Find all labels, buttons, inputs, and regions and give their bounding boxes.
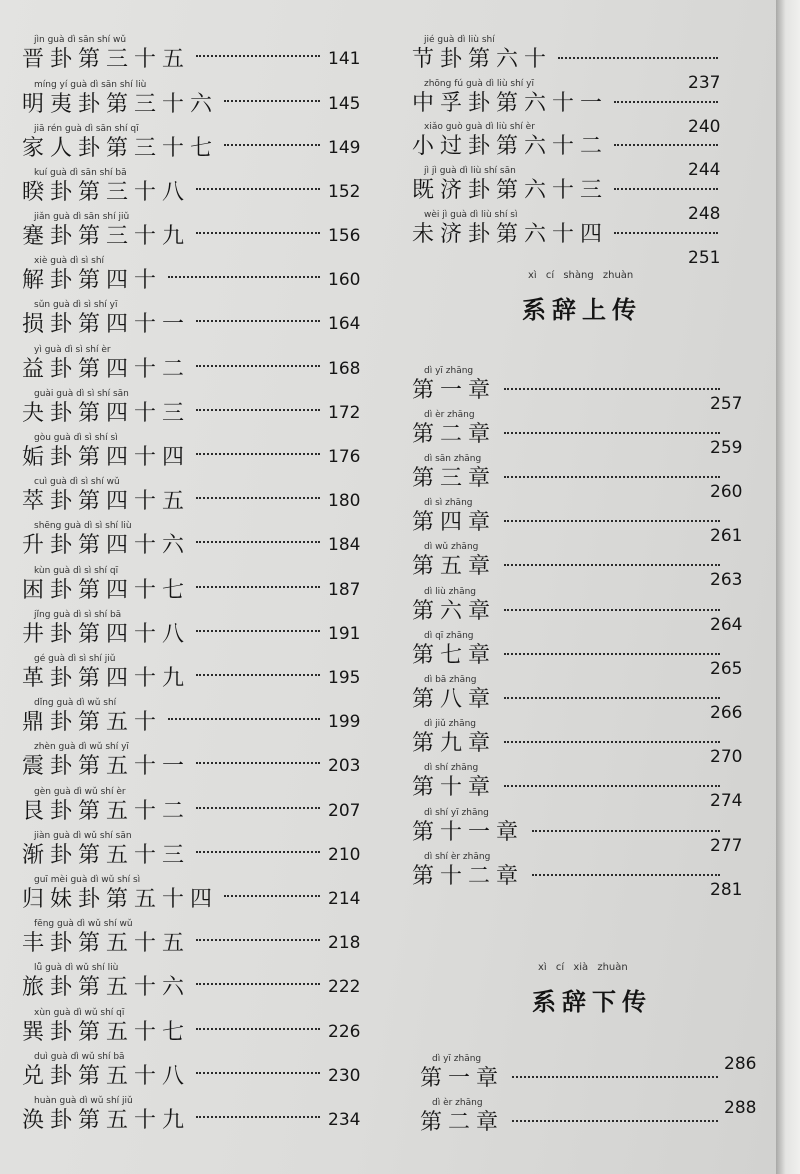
page-number: 266 [710, 703, 743, 723]
entry-pinyin: jié guà dì liù shí [424, 35, 495, 45]
page-number: 160 [328, 270, 361, 290]
entry-pinyin: jiā rén guà dì sān shí qī [34, 124, 139, 134]
page-number: 210 [328, 845, 361, 865]
page-number: 149 [328, 138, 361, 158]
entry-title: 第六章 [412, 599, 497, 624]
toc-entry [412, 210, 772, 268]
entry-title: 第十二章 [412, 864, 525, 889]
leader-dots [196, 320, 320, 322]
section-upper-title: 系辞上传 [522, 296, 642, 324]
leader-dots [614, 232, 718, 234]
toc-entry [412, 808, 772, 856]
entry-title: 旅卦第五十六 [22, 975, 191, 1000]
toc-entry [22, 875, 382, 919]
leader-dots [196, 983, 320, 985]
entry-pinyin: zhōng fú guà dì liù shí yī [424, 79, 534, 89]
entry-title: 益卦第四十二 [22, 357, 191, 382]
toc-entry [22, 80, 382, 124]
toc-entry [22, 168, 382, 212]
entry-pinyin: míng yí guà dì sān shí liù [34, 80, 147, 90]
entry-pinyin: xiǎo guò guà dì liù shí èr [424, 122, 535, 132]
page-number: 265 [710, 659, 743, 679]
entry-title: 损卦第四十一 [22, 312, 191, 337]
entry-title: 井卦第四十八 [22, 622, 191, 647]
leader-dots [532, 830, 720, 832]
entry-title: 睽卦第三十八 [22, 180, 191, 205]
page-number: 218 [328, 933, 361, 953]
page-number: 164 [328, 314, 361, 334]
leader-dots [558, 57, 718, 59]
entry-title: 鼎卦第五十 [22, 710, 163, 735]
entry-pinyin: cuì guà dì sì shí wǔ [34, 477, 120, 487]
page-edge [776, 0, 800, 1174]
entry-pinyin: dǐng guà dì wǔ shí [34, 698, 117, 708]
entry-pinyin: dì jiǔ zhāng [424, 719, 477, 729]
entry-title: 革卦第四十九 [22, 666, 191, 691]
leader-dots [614, 188, 718, 190]
entry-pinyin: dì liù zhāng [424, 587, 477, 597]
page-number: 240 [688, 117, 721, 137]
entry-pinyin: dì sì zhāng [424, 498, 473, 508]
page-number: 261 [710, 526, 743, 546]
leader-dots [224, 100, 320, 102]
entry-pinyin: dì èr zhāng [432, 1098, 483, 1108]
page-number: 234 [328, 1110, 361, 1130]
page-number: 288 [724, 1098, 757, 1118]
leader-dots [504, 476, 720, 478]
leader-dots [512, 1076, 718, 1078]
entry-pinyin: yì guà dì sì shí èr [34, 345, 111, 355]
toc-entry [22, 831, 382, 875]
entry-pinyin: xùn guà dì wǔ shí qī [34, 1008, 125, 1018]
page-number: 187 [328, 580, 361, 600]
entry-pinyin: kùn guà dì sì shí qī [34, 566, 119, 576]
toc-entry [22, 1096, 382, 1140]
toc-entry [412, 852, 772, 900]
entry-title: 小过卦第六十二 [412, 134, 609, 159]
leader-dots [196, 807, 320, 809]
page-number: 260 [710, 482, 743, 502]
page-number: 257 [710, 394, 743, 414]
toc-entry [22, 477, 382, 521]
section-lower-title: 系辞下传 [532, 988, 652, 1016]
entry-title: 第十章 [412, 775, 497, 800]
entry-pinyin: dì sān zhāng [424, 454, 482, 464]
toc-entry [412, 498, 772, 546]
leader-dots [504, 697, 720, 699]
entry-title: 未济卦第六十四 [412, 222, 609, 247]
entry-pinyin: dì yī zhāng [424, 366, 474, 376]
leader-dots [196, 1072, 320, 1074]
leader-dots [196, 55, 320, 57]
entry-pinyin: guài guà dì sì shí sān [34, 389, 129, 399]
entry-title: 家人卦第三十七 [22, 136, 219, 161]
page-number: 226 [328, 1022, 361, 1042]
entry-pinyin: dì shí èr zhāng [424, 852, 491, 862]
leader-dots [196, 409, 320, 411]
page-number: 248 [688, 204, 721, 224]
toc-entry [22, 1008, 382, 1052]
entry-pinyin: dì bā zhāng [424, 675, 477, 685]
toc-entry [22, 1052, 382, 1096]
entry-pinyin: fēng guà dì wǔ shí wǔ [34, 919, 133, 929]
leader-dots [224, 895, 320, 897]
leader-dots [504, 520, 720, 522]
page-number: 203 [328, 756, 361, 776]
leader-dots [196, 762, 320, 764]
page-number: 141 [328, 49, 361, 69]
entry-pinyin: dì shí zhāng [424, 763, 479, 773]
leader-dots [504, 653, 720, 655]
page-number: 237 [688, 73, 721, 93]
toc-entry [22, 256, 382, 300]
entry-pinyin: lǚ guà dì wǔ shí liù [34, 963, 119, 973]
page-number: 195 [328, 668, 361, 688]
page-number: 259 [710, 438, 743, 458]
leader-dots [196, 674, 320, 676]
leader-dots [196, 851, 320, 853]
entry-pinyin: dì shí yī zhāng [424, 808, 489, 818]
entry-title: 震卦第五十一 [22, 754, 191, 779]
entry-pinyin: dì qī zhāng [424, 631, 474, 641]
leader-dots [614, 144, 718, 146]
page-number: 199 [328, 712, 361, 732]
entry-title: 节卦第六十 [412, 47, 553, 72]
entry-title: 第三章 [412, 466, 497, 491]
leader-dots [196, 232, 320, 234]
page-number: 264 [710, 615, 743, 635]
entry-pinyin: duì guà dì wǔ shí bā [34, 1052, 125, 1062]
toc-entry [412, 719, 772, 767]
page-number: 222 [328, 977, 361, 997]
leader-dots [504, 609, 720, 611]
leader-dots [504, 785, 720, 787]
page-number: 191 [328, 624, 361, 644]
leader-dots [224, 144, 320, 146]
entry-title: 晋卦第三十五 [22, 47, 191, 72]
entry-title: 归妹卦第五十四 [22, 887, 219, 912]
leader-dots [196, 541, 320, 543]
page-number: 176 [328, 447, 361, 467]
section-lower-pinyin: xì cí xià zhuàn [538, 962, 628, 973]
entry-title: 第二章 [420, 1110, 505, 1135]
entry-title: 解卦第四十 [22, 268, 163, 293]
toc-entry [22, 654, 382, 698]
entry-title: 困卦第四十七 [22, 578, 191, 603]
toc-entry [412, 675, 772, 723]
entry-title: 第十一章 [412, 820, 525, 845]
entry-pinyin: sǔn guà dì sì shí yī [34, 300, 118, 310]
entry-pinyin: jiǎn guà dì sān shí jiǔ [34, 212, 130, 222]
page-number: 184 [328, 535, 361, 555]
page-number: 180 [328, 491, 361, 511]
leader-dots [196, 939, 320, 941]
page-number: 244 [688, 160, 721, 180]
toc-entry [22, 212, 382, 256]
leader-dots [168, 718, 320, 720]
leader-dots [504, 741, 720, 743]
entry-title: 中孚卦第六十一 [412, 91, 609, 116]
leader-dots [504, 388, 720, 390]
entry-title: 升卦第四十六 [22, 533, 191, 558]
entry-title: 明夷卦第三十六 [22, 92, 219, 117]
leader-dots [196, 1116, 320, 1118]
leader-dots [196, 586, 320, 588]
entry-title: 第九章 [412, 731, 497, 756]
toc-entry [412, 587, 772, 635]
page-number: 251 [688, 248, 721, 268]
toc-entry [22, 742, 382, 786]
entry-title: 涣卦第五十九 [22, 1108, 191, 1133]
toc-entry [420, 1098, 770, 1142]
toc-entry [22, 566, 382, 610]
toc-entry [22, 300, 382, 344]
page-number: 270 [710, 747, 743, 767]
entry-pinyin: jì jì guà dì liù shí sān [424, 166, 516, 176]
toc-entry [22, 433, 382, 477]
leader-dots [196, 497, 320, 499]
toc-entry [412, 631, 772, 679]
leader-dots [196, 188, 320, 190]
toc-entry [412, 366, 772, 414]
entry-title: 巽卦第五十七 [22, 1020, 191, 1045]
toc-entry [22, 35, 382, 79]
entry-title: 第七章 [412, 643, 497, 668]
toc-entry [22, 919, 382, 963]
entry-pinyin: jiàn guà dì wǔ shí sān [34, 831, 132, 841]
toc-entry [22, 787, 382, 831]
toc-entry [412, 454, 772, 502]
leader-dots [196, 1028, 320, 1030]
page-number: 207 [328, 801, 361, 821]
entry-title: 第八章 [412, 687, 497, 712]
entry-pinyin: gòu guà dì sì shí sì [34, 433, 118, 443]
entry-title: 第五章 [412, 554, 497, 579]
entry-title: 艮卦第五十二 [22, 799, 191, 824]
entry-pinyin: wèi jì guà dì liù shí sì [424, 210, 518, 220]
entry-title: 萃卦第四十五 [22, 489, 191, 514]
page-number: 281 [710, 880, 743, 900]
leader-dots [168, 276, 320, 278]
page-number: 286 [724, 1054, 757, 1074]
entry-title: 第二章 [412, 422, 497, 447]
entry-title: 渐卦第五十三 [22, 843, 191, 868]
toc-entry [412, 410, 772, 458]
entry-title: 蹇卦第三十九 [22, 224, 191, 249]
leader-dots [196, 365, 320, 367]
toc-entry [22, 610, 382, 654]
leader-dots [196, 630, 320, 632]
toc-entry [22, 124, 382, 168]
toc-entry [22, 389, 382, 433]
page-number: 277 [710, 836, 743, 856]
entry-pinyin: jìn guà dì sān shí wǔ [34, 35, 127, 45]
toc-entry [22, 521, 382, 565]
page-number: 230 [328, 1066, 361, 1086]
toc-entry [22, 698, 382, 742]
toc-entry [412, 542, 772, 590]
entry-title: 夬卦第四十三 [22, 401, 191, 426]
section-upper-pinyin: xì cí shàng zhuàn [528, 270, 634, 281]
page-number: 172 [328, 403, 361, 423]
entry-pinyin: gèn guà dì wǔ shí èr [34, 787, 126, 797]
entry-title: 姤卦第四十四 [22, 445, 191, 470]
page-number: 145 [328, 94, 361, 114]
entry-pinyin: zhèn guà dì wǔ shí yī [34, 742, 129, 752]
entry-pinyin: kuí guà dì sān shí bā [34, 168, 127, 178]
entry-title: 既济卦第六十三 [412, 178, 609, 203]
leader-dots [196, 453, 320, 455]
toc-entry [420, 1054, 770, 1098]
entry-title: 第一章 [420, 1066, 505, 1091]
entry-pinyin: dì èr zhāng [424, 410, 475, 420]
page-number: 152 [328, 182, 361, 202]
entry-pinyin: jǐng guà dì sì shí bā [34, 610, 122, 620]
leader-dots [614, 101, 718, 103]
entry-pinyin: xiè guà dì sì shí [34, 256, 105, 266]
leader-dots [532, 874, 720, 876]
entry-pinyin: huàn guà dì wǔ shí jiǔ [34, 1096, 133, 1106]
entry-title: 第一章 [412, 378, 497, 403]
entry-title: 丰卦第五十五 [22, 931, 191, 956]
entry-title: 第四章 [412, 510, 497, 535]
page-number: 156 [328, 226, 361, 246]
entry-pinyin: guī mèi guà dì wǔ shí sì [34, 875, 141, 885]
toc-entry [22, 345, 382, 389]
entry-pinyin: dì wǔ zhāng [424, 542, 479, 552]
entry-pinyin: gé guà dì sì shí jiǔ [34, 654, 116, 664]
leader-dots [504, 432, 720, 434]
entry-title: 兑卦第五十八 [22, 1064, 191, 1089]
entry-pinyin: shēng guà dì sì shí liù [34, 521, 132, 531]
page-number: 274 [710, 791, 743, 811]
page-number: 168 [328, 359, 361, 379]
leader-dots [512, 1120, 718, 1122]
entry-pinyin: dì yī zhāng [432, 1054, 482, 1064]
page-number: 214 [328, 889, 361, 909]
toc-entry [22, 963, 382, 1007]
page-number: 263 [710, 570, 743, 590]
leader-dots [504, 564, 720, 566]
toc-entry [412, 763, 772, 811]
